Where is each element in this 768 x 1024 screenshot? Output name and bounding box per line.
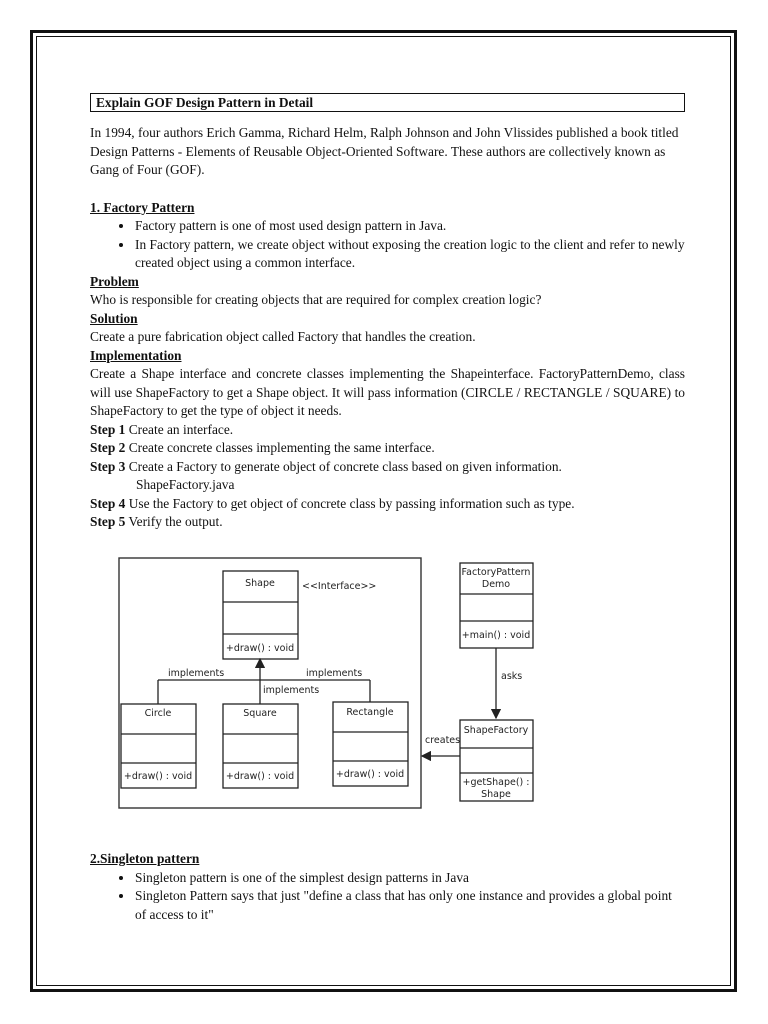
factory-class-name: ShapeFactory bbox=[463, 725, 529, 736]
step-label: Step 5 bbox=[90, 514, 126, 529]
rectangle-class-name: Rectangle bbox=[346, 707, 394, 718]
implements-label-left: implements bbox=[168, 668, 225, 679]
demo-method: +main() : void bbox=[461, 630, 531, 641]
square-method: +draw() : void bbox=[225, 771, 295, 782]
problem-heading: Problem bbox=[90, 273, 139, 289]
step-text: Use the Factory to get object of concrete class by passing information such as type. bbox=[128, 495, 575, 511]
intro-paragraph: In 1994, four authors Erich Gamma, Richard Helm, Ralph Johnson and John Vlissides published a book titled Design Patterns - Elements of Reusable Object-Oriented Software. These authors are collectively known as Gang of Four (GOF). bbox=[90, 125, 679, 177]
step-text: Verify the output. bbox=[128, 514, 223, 529]
step-text: Create concrete classes implementing the same interface. bbox=[128, 440, 435, 455]
uml-diagram bbox=[112, 548, 537, 813]
factory-heading: 1. Factory Pattern bbox=[90, 199, 195, 215]
step-4 bbox=[90, 495, 685, 514]
document-content bbox=[90, 93, 685, 532]
page-title: Explain GOF Design Pattern in Detail bbox=[90, 93, 685, 112]
shape-class-name: Shape bbox=[245, 578, 275, 589]
solution-text: Create a pure fabrication object called Factory that handles the creation. bbox=[90, 329, 476, 344]
interface-stereotype: <<Interface>> bbox=[302, 581, 377, 592]
step-label: Step 2 bbox=[90, 440, 126, 455]
implements-label-middle: implements bbox=[263, 685, 320, 696]
circle-class-name: Circle bbox=[144, 708, 172, 719]
step-label: Step 1 bbox=[90, 421, 126, 437]
singleton-heading: 2.Singleton pattern bbox=[90, 851, 200, 866]
list-item: • Singleton Pattern says that just "define a class that has only one instance and provides a global point of access to it" bbox=[134, 887, 685, 924]
step-1 bbox=[90, 421, 685, 440]
list-item: • Factory pattern is one of most used design pattern in Java. bbox=[134, 217, 685, 236]
step-5 bbox=[90, 513, 685, 532]
factory-method-line2: Shape bbox=[481, 789, 511, 800]
step-2 bbox=[90, 439, 685, 458]
creates-label: creates bbox=[425, 735, 461, 746]
demo-class-name-line1: FactoryPattern bbox=[461, 567, 531, 578]
solution-heading: Solution bbox=[90, 310, 138, 326]
list-item: • Singleton pattern is one of the simplest design patterns in Java bbox=[134, 869, 685, 888]
implementation-heading: Implementation bbox=[90, 347, 182, 363]
step-text: Create a Factory to generate object of concrete class based on given information. bbox=[128, 458, 562, 474]
implements-label-right: implements bbox=[306, 668, 363, 679]
rectangle-method: +draw() : void bbox=[335, 769, 405, 780]
step-text: Create an interface. bbox=[128, 421, 234, 437]
implementation-text: Create a Shape interface and concrete classes implementing the Shapeinterface. FactoryPatternDemo, class will use ShapeFactory to get a Shape object. It will pass information (CIRCLE / RECTANGLE / SQUARE) to ShapeFactory to get the type of object it needs. bbox=[90, 366, 685, 418]
step-3 bbox=[90, 458, 685, 477]
shape-method: +draw() : void bbox=[225, 643, 295, 654]
square-class-name: Square bbox=[243, 708, 277, 719]
factory-bullets bbox=[90, 217, 685, 273]
problem-text: Who is responsible for creating objects that are required for complex creation logic? bbox=[90, 292, 542, 307]
step-label: Step 3 bbox=[90, 458, 126, 474]
singleton-section bbox=[90, 850, 685, 924]
factory-method-line1: +getShape() : bbox=[462, 777, 530, 788]
asks-label: asks bbox=[501, 671, 523, 682]
demo-class-name-line2: Demo bbox=[481, 579, 511, 590]
circle-method: +draw() : void bbox=[123, 771, 193, 782]
list-item: • In Factory pattern, we create object without exposing the creation logic to the client and refer to newly created object using a common interface. bbox=[134, 236, 685, 273]
step-label: Step 4 bbox=[90, 495, 126, 511]
step-3-file: ShapeFactory.java bbox=[136, 477, 235, 492]
singleton-bullets bbox=[90, 869, 685, 925]
